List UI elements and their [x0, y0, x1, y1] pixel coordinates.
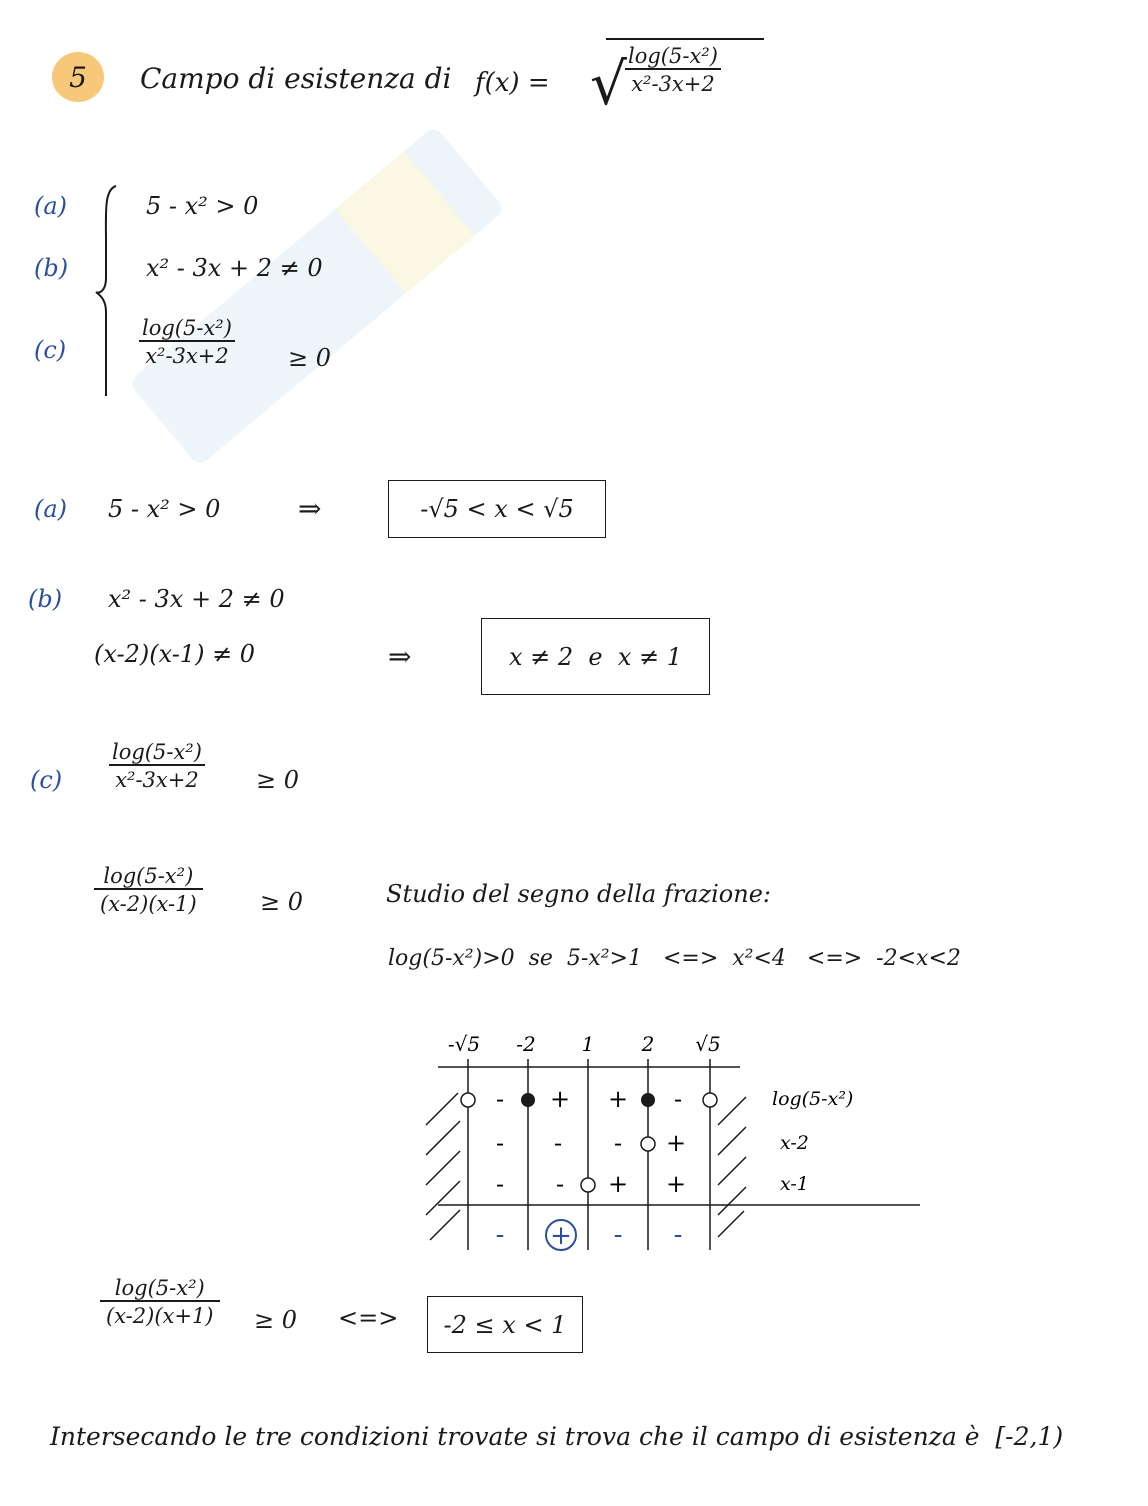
step-a-label: (a): [34, 495, 68, 523]
sign-result-4: -: [673, 1220, 683, 1250]
conclusion-c-denominator: (x-2)(x+1): [100, 1300, 220, 1328]
system-brace: [92, 182, 122, 402]
sign-r2-c4: +: [665, 1129, 687, 1157]
function-fraction: [622, 44, 724, 96]
step-b-implies: ⇒: [388, 640, 412, 673]
sign-r3-c4: +: [665, 1170, 687, 1198]
exercise-number-badge: [52, 52, 104, 102]
sign-r3-c1: -: [495, 1170, 505, 1198]
step-a-result: -√5 < x < √5: [420, 495, 574, 523]
step-c-label: (c): [30, 766, 63, 794]
conclusion-c-relation: ≥ 0: [254, 1306, 298, 1334]
sign-r1-c3: +: [607, 1085, 629, 1113]
function-denominator: x²-3x+2: [625, 68, 721, 96]
step-b-label: (b): [28, 585, 63, 613]
system-condition-c-fraction: [136, 316, 238, 368]
sign-row-label-2: x-2: [780, 1132, 809, 1154]
sign-row-label-1: log(5-x²): [772, 1088, 854, 1110]
sign-table: [420, 1025, 930, 1260]
sign-r2-c2: -: [553, 1129, 563, 1157]
conclusion-c-result: -2 ≤ x < 1: [443, 1310, 567, 1339]
exercise-number: 5: [69, 60, 87, 94]
conclusion-c-result-box: [427, 1296, 583, 1353]
step-b-result-box: [481, 618, 710, 695]
sign-row-label-3: x-1: [780, 1173, 809, 1195]
sign-table-point-2: 1: [581, 1032, 595, 1056]
step-b-expression-1: x² - 3x + 2 ≠ 0: [108, 585, 285, 613]
sign-study-line: log(5-x²)>0 se 5-x²>1 <=> x²<4 <=> -2<x<2: [388, 946, 961, 971]
watermark-logo: [60, 90, 580, 510]
conclusion-c-iff: <=>: [338, 1304, 399, 1332]
system-label-c: (c): [34, 336, 67, 364]
sign-table-point-4: √5: [695, 1032, 721, 1056]
step-c-fraction-factored: [94, 864, 203, 916]
final-conclusion: Intersecando le tre condizioni trovate si trova che il campo di esistenza è [-2,1): [50, 1422, 1064, 1451]
sign-table-point-1: -2: [516, 1032, 536, 1056]
system-condition-b: x² - 3x + 2 ≠ 0: [146, 254, 323, 282]
sign-r1-c2: +: [549, 1085, 571, 1113]
system-label-b: (b): [34, 254, 69, 282]
system-condition-a: 5 - x² > 0: [146, 192, 259, 220]
step-a-expression: 5 - x² > 0: [108, 495, 221, 523]
conclusion-c-numerator: log(5-x²): [114, 1276, 205, 1300]
step-a-result-box: [388, 480, 606, 538]
sign-result-3: -: [613, 1220, 623, 1250]
step-c-relation-2: ≥ 0: [260, 888, 304, 916]
sign-r1-c4: -: [673, 1085, 683, 1113]
conclusion-c-fraction: [100, 1276, 220, 1328]
sign-r1-c1: -: [495, 1085, 505, 1113]
sign-result-2: +: [550, 1221, 572, 1251]
sign-result-1: -: [495, 1220, 505, 1250]
step-c-numerator: log(5-x²): [112, 740, 202, 764]
step-c-relation: ≥ 0: [256, 766, 300, 794]
step-b-result: x ≠ 2 e x ≠ 1: [508, 642, 683, 671]
sign-table-point-3: 2: [641, 1032, 655, 1056]
sign-r2-c1: -: [495, 1129, 505, 1157]
function-numerator: log(5-x²): [628, 44, 718, 68]
sign-r2-c3: -: [613, 1129, 623, 1157]
sign-r3-c2: -: [555, 1170, 565, 1198]
step-c-fraction: [106, 740, 208, 792]
step-c-denominator: x²-3x+2: [109, 764, 205, 792]
step-c-denominator-2: (x-2)(x-1): [94, 888, 203, 916]
system-c-denominator: x²-3x+2: [139, 340, 235, 368]
step-c-numerator-2: log(5-x²): [103, 864, 194, 888]
system-c-relation: ≥ 0: [288, 344, 332, 372]
system-c-numerator: log(5-x²): [142, 316, 232, 340]
step-b-expression-2: (x-2)(x-1) ≠ 0: [94, 640, 256, 668]
step-a-implies: ⇒: [298, 492, 322, 525]
sign-study-title: Studio del segno della frazione:: [386, 880, 771, 908]
sqrt-bar: [606, 38, 764, 40]
function-lhs: f(x) =: [475, 68, 550, 98]
sign-table-point-0: -√5: [447, 1032, 481, 1056]
sign-r3-c3: +: [607, 1170, 629, 1198]
system-label-a: (a): [34, 192, 68, 220]
sqrt-symbol: √: [590, 50, 627, 118]
exercise-title: Campo di esistenza di: [140, 62, 452, 95]
